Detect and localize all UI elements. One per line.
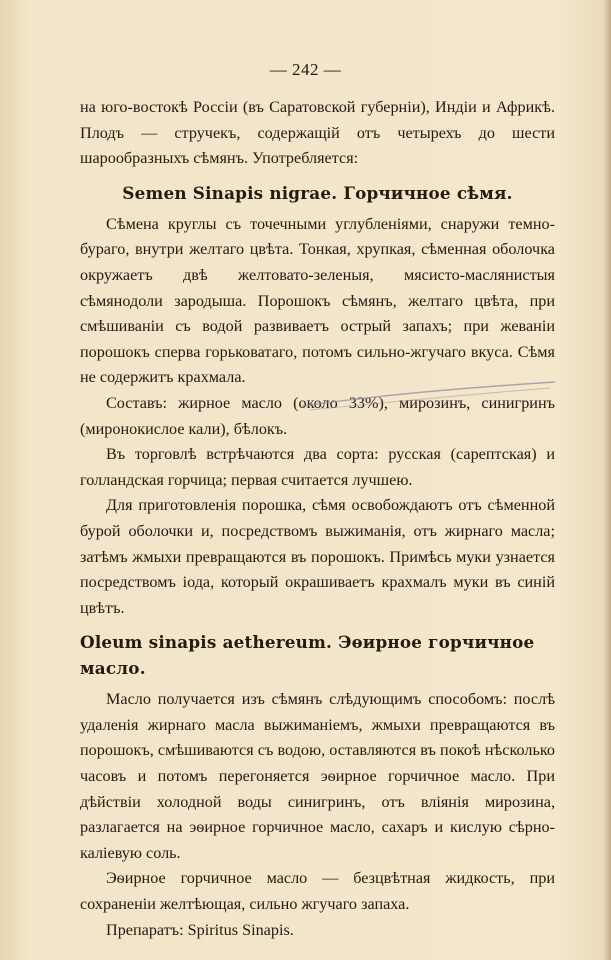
pencil-underline-mark bbox=[300, 376, 560, 416]
page-number: — 242 — bbox=[269, 60, 342, 79]
paragraph-powder-preparation: Для приготовленія порошка, сѣмя освобождаютъ отъ сѣменной бурой оболочки и, посредствомъ выжиманія, отъ жирнаго масла; затѣмъ жмыхи превращаются въ порошокъ. Примѣсь муки узнается посредствомъ іода, который окрашиваетъ крахмалъ муки въ синій цвѣтъ. bbox=[80, 496, 555, 617]
heading-semen-sinapis: Semen Sinapis nigrae. Горчичное сѣмя. bbox=[122, 182, 513, 203]
heading-oleum-sinapis: Oleum sinapis aethereum. Эѳирное горчичное масло. bbox=[80, 632, 535, 679]
page-edge-shadow bbox=[603, 0, 611, 960]
paragraph-continuation: на юго-востокѣ Россіи (въ Саратовской губерніи), Индіи и Африкѣ. Плодъ — стручекъ, содержащій отъ четырехъ до шести шарообразныхъ сѣмянъ. Употребляется: bbox=[80, 98, 555, 168]
page-body bbox=[80, 95, 555, 943]
paragraph-composition: Составъ: жирное масло (около 33%), мирозинъ, синигринъ (миронокислое кали), бѣлокъ. bbox=[80, 393, 555, 438]
paragraph-preparation: Препаратъ: Spiritus Sinapis. bbox=[106, 920, 294, 939]
paragraph-oil-properties: Эѳирное горчичное масло — безцвѣтная жидкость, при сохраненіи желтѣющая, сильно жгучаго запаха. bbox=[80, 869, 555, 914]
paragraph-seed-description: Сѣмена круглы съ точечными углубленіями, снаружи темно-бураго, внутри желтаго цвѣта. Тонкая, хрупкая, сѣменная оболочка окружаетъ двѣ желтовато-зеленыя, мясисто-маслянистыя сѣмянодоли зародыша. Порошокъ сѣмянъ, желтаго цвѣта, при смѣшиваніи съ водой развиваетъ острый запахъ; при жеваніи порошокъ сперва горьковатаго, потомъ сильно-жгучаго вкуса. Сѣмя не содержитъ крахмала. bbox=[80, 214, 555, 387]
paragraph-oil-production: Масло получается изъ сѣмянъ слѣдующимъ способомъ: послѣ удаленія жирнаго масла выжиманіемъ, жмыхи превращаются въ порошокъ, смѣшиваются съ водою, оставляются въ покоѣ нѣсколько часовъ и потомъ перегоняется эѳирное горчичное масло. При дѣйствіи холодной воды синигринъ, отъ вліянія мирозина, разлагается на эѳирное горчичное масло, сахаръ и кислую сѣрно-каліевую соль. bbox=[80, 690, 555, 862]
paragraph-trade-sorts: Въ торговлѣ встрѣчаются два сорта: русская (сарептская) и голландская горчица; первая считается лучшею. bbox=[80, 445, 555, 489]
